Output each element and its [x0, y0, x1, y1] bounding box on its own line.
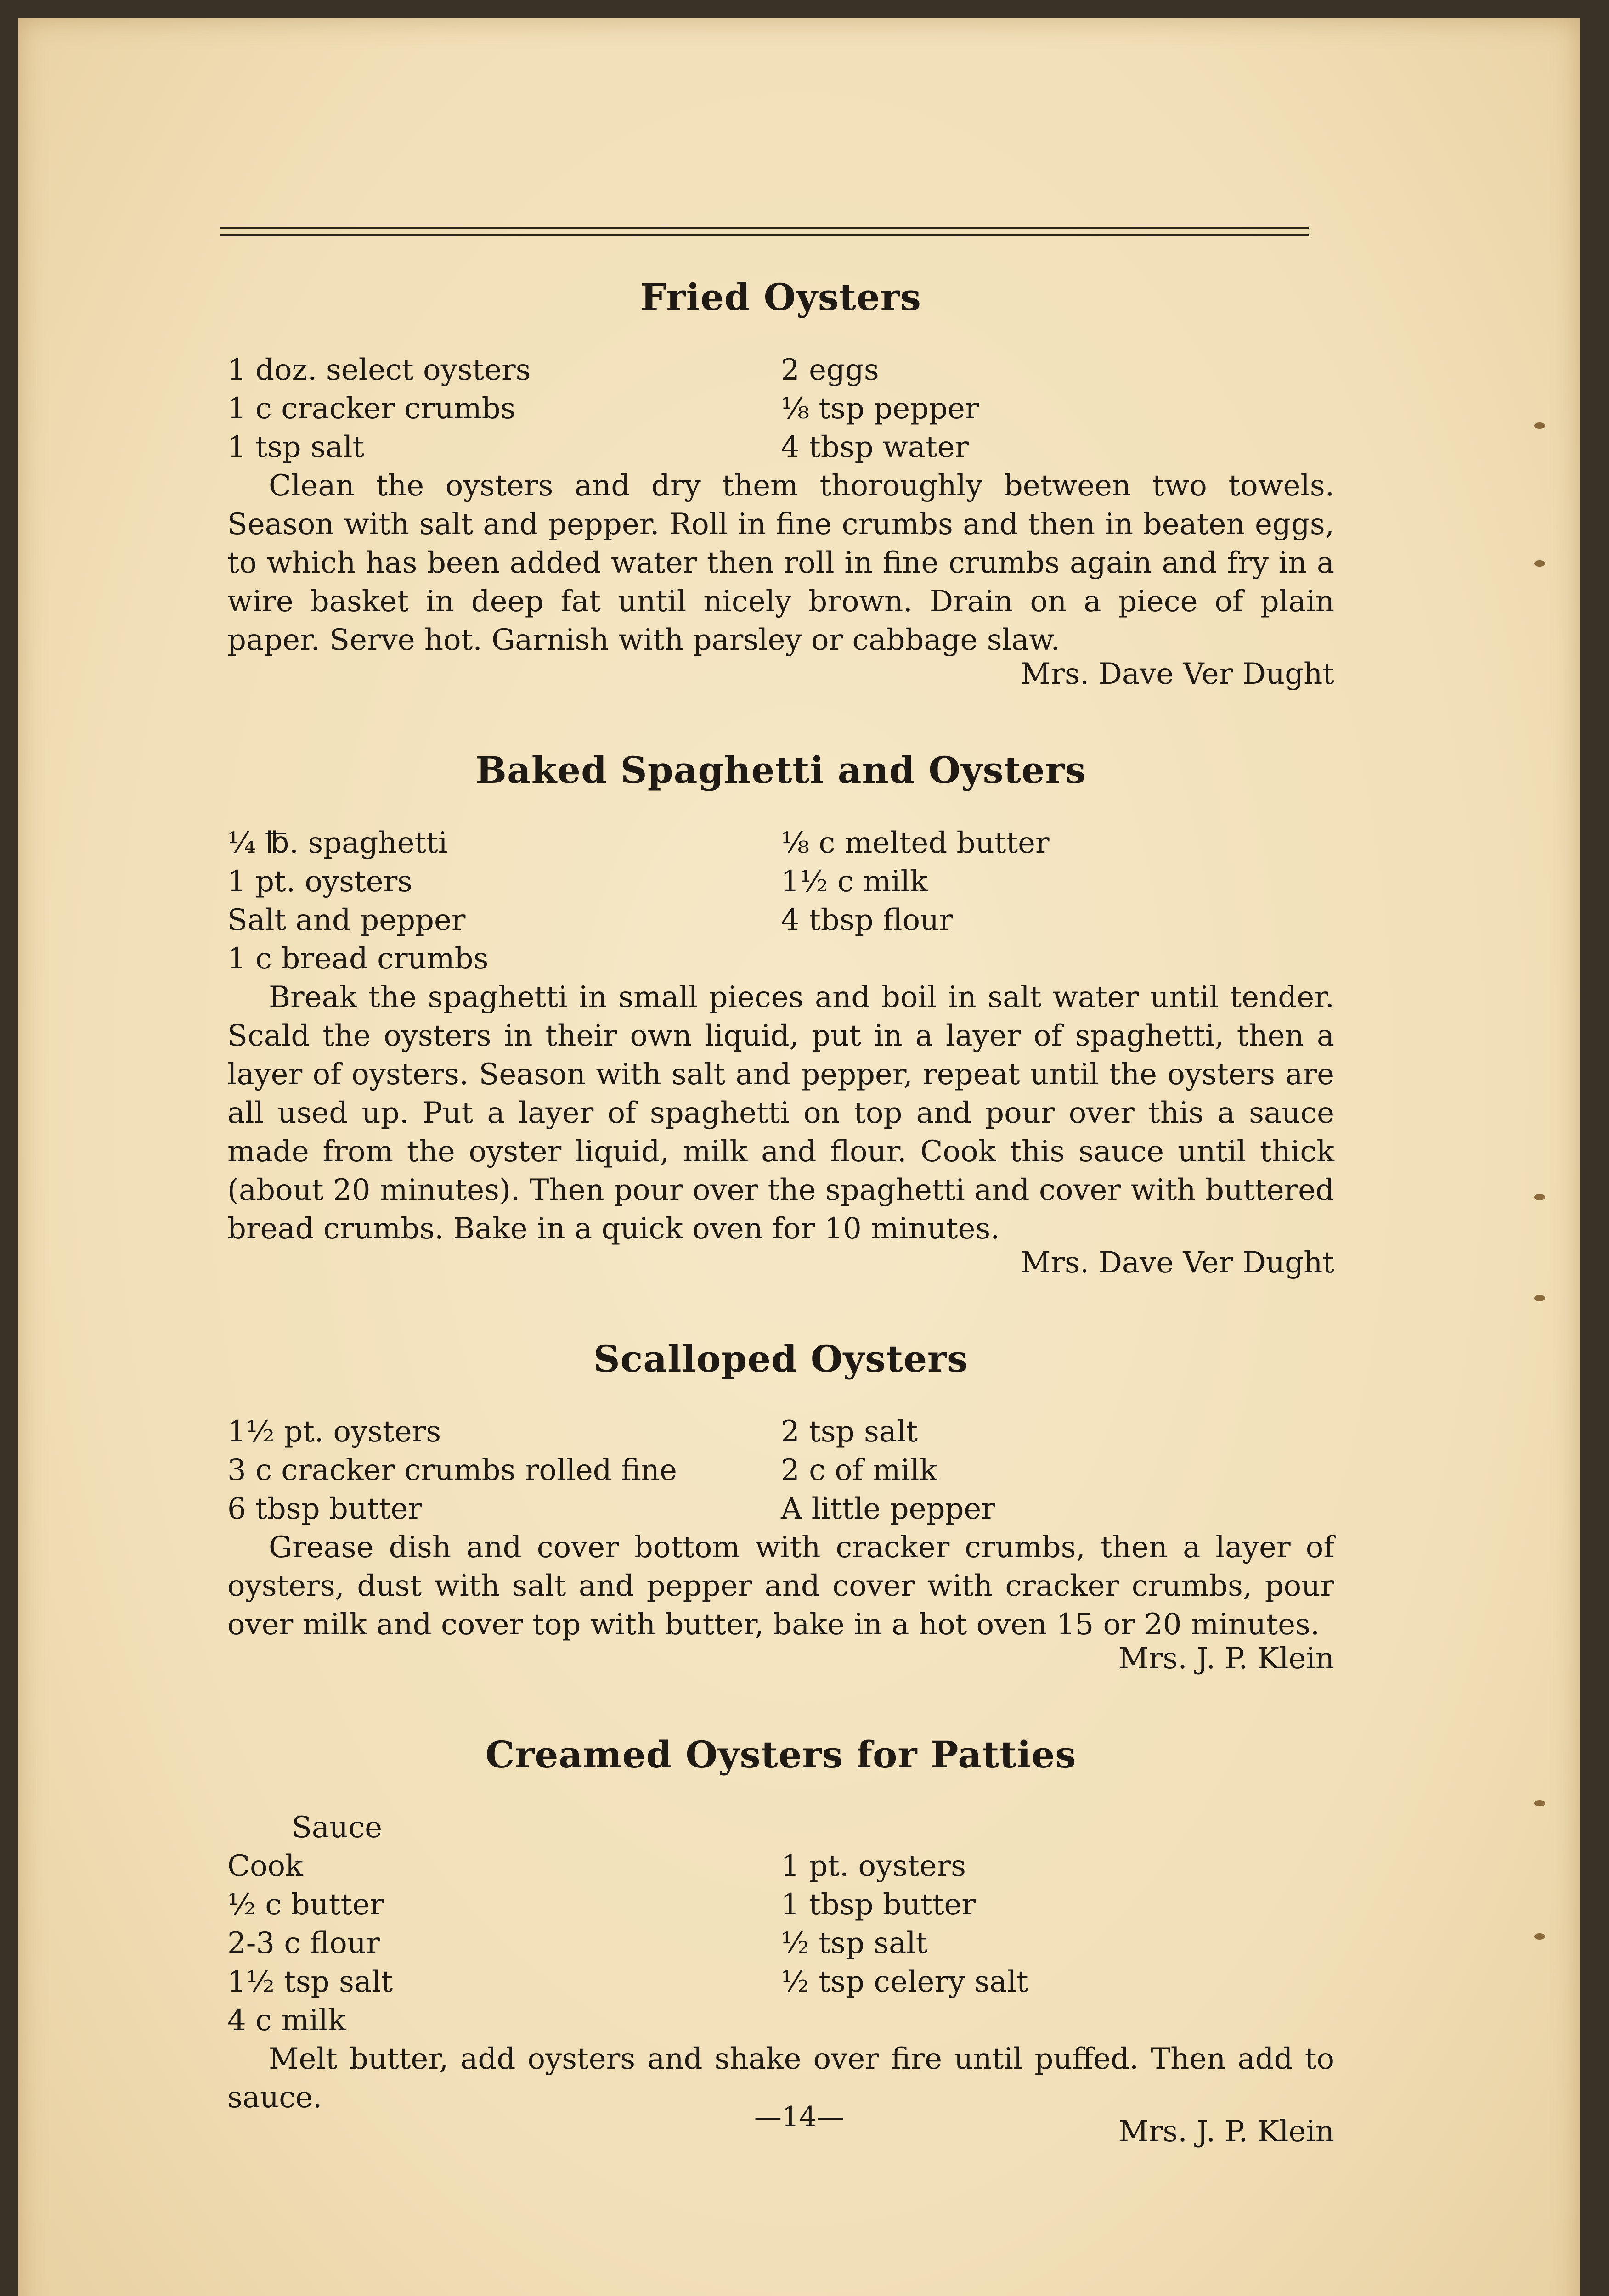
ingredient: 1 pt. oysters: [781, 1849, 966, 1883]
ingredient: ½ tsp celery salt: [781, 1965, 1028, 1999]
ingredient: 6 tbsp butter: [227, 1492, 422, 1526]
ingredient: 4 c milk: [227, 2003, 346, 2037]
punch-hole-mark: [1534, 1194, 1545, 1200]
ingredient: 1 c cracker crumbs: [227, 392, 516, 426]
recipe-author: Mrs. J. P. Klein: [1118, 1642, 1334, 1676]
top-rule-upper: [220, 227, 1309, 229]
ingredient: 1½ tsp salt: [227, 1965, 393, 1999]
ingredients-right: [781, 1808, 1334, 2040]
recipe-author: Mrs. J. P. Klein: [1118, 2115, 1334, 2149]
recipe-author: Mrs. Dave Ver Dught: [1020, 657, 1334, 691]
ingredients-right: [781, 351, 1334, 467]
ingredients-right: [781, 1412, 1334, 1528]
ingredient: ¼ ℔. spaghetti: [227, 826, 448, 860]
recipe-author: Mrs. Dave Ver Dught: [1020, 1246, 1334, 1280]
recipe-title: Baked Spaghetti and Oysters: [475, 748, 1086, 792]
ingredients: [227, 351, 1334, 467]
ingredients: [227, 1808, 1334, 2040]
ingredients-left: [227, 824, 781, 978]
ingredient: 1½ pt. oysters: [227, 1415, 441, 1449]
punch-hole-mark: [1534, 560, 1545, 567]
ingredient: 4 tbsp flour: [781, 903, 953, 937]
sauce-label: Sauce: [292, 1811, 382, 1845]
ingredient: ⅛ tsp pepper: [781, 392, 979, 426]
recipe-instructions: Melt butter, add oysters and shake over fire until puffed. Then add to sauce.: [227, 2042, 1334, 2115]
ingredient: 1½ c milk: [781, 865, 928, 899]
ingredients-right: [781, 824, 1334, 978]
page-number: —14—: [754, 2101, 845, 2133]
recipe-baked-spaghetti-oysters: [227, 748, 1334, 1282]
ingredients: [227, 1412, 1334, 1528]
recipe-instructions: Break the spaghetti in small pieces and boil in salt water until tender. Scald the oysters in their own liquid, put in a layer of spaghetti, then a layer of oysters. Season with salt and pepper, repeat until the oysters are all used up. Put a layer of spaghetti on top and pour over this a sauce made from the oyster liquid, milk and flour. Cook this sauce until thick (about 20 minutes). Then pour over the spaghetti and cover with buttered bread crumbs. Bake in a quick oven for 10 minutes.: [227, 980, 1334, 1246]
ingredient: 1 c bread crumbs: [227, 942, 489, 976]
recipe-fried-oysters: [227, 276, 1334, 693]
ingredient: 2 eggs: [781, 353, 879, 387]
ingredient: 4 tbsp water: [781, 430, 969, 464]
recipe-instructions: Grease dish and cover bottom with cracker crumbs, then a layer of oysters, dust with salt and pepper and cover with cracker crumbs, pour over milk and cover top with butter, bake in a hot oven 15 or 20 minutes.: [227, 1531, 1334, 1642]
top-rule-lower: [220, 234, 1309, 236]
punch-hole-mark: [1534, 422, 1545, 429]
ingredient: A little pepper: [781, 1492, 995, 1526]
ingredient: 3 c cracker crumbs rolled fine: [227, 1453, 677, 1487]
punch-hole-mark: [1534, 1933, 1545, 1940]
ingredient: 1 tsp salt: [227, 430, 365, 464]
ingredient: 1 tbsp butter: [781, 1888, 976, 1922]
recipe-creamed-oysters-patties: [227, 1733, 1334, 2151]
ingredient: ⅛ c melted butter: [781, 826, 1050, 860]
punch-hole-mark: [1534, 1800, 1545, 1806]
ingredients-left: [227, 351, 781, 467]
ingredients: [227, 824, 1334, 978]
recipe-instructions: Clean the oysters and dry them thoroughly between two towels. Season with salt and pepper. Roll in fine crumbs and then in beaten eggs, to which has been added water then roll in fine crumbs again and fry in a wire basket in deep fat until nicely brown. Drain on a piece of plain paper. Serve hot. Garnish with parsley or cabbage slaw.: [227, 469, 1334, 657]
ingredients-left: [227, 1808, 781, 2040]
ingredient: ½ c butter: [227, 1888, 384, 1922]
recipe-scalloped-oysters: [227, 1337, 1334, 1678]
punch-hole-mark: [1534, 1295, 1545, 1301]
recipe-title: Scalloped Oysters: [593, 1337, 969, 1380]
ingredient: 2 c of milk: [781, 1453, 937, 1487]
recipes-content: [227, 276, 1334, 2206]
ingredient: 1 pt. oysters: [227, 865, 412, 899]
cookbook-page: [18, 18, 1580, 2296]
ingredient: 2 tsp salt: [781, 1415, 918, 1449]
ingredient: Cook: [227, 1849, 303, 1883]
ingredient: 2-3 c flour: [227, 1926, 380, 1960]
ingredient: 1 doz. select oysters: [227, 353, 531, 387]
ingredient: ½ tsp salt: [781, 1926, 928, 1960]
recipe-title: Fried Oysters: [640, 276, 921, 319]
recipe-title: Creamed Oysters for Patties: [485, 1733, 1077, 1776]
ingredients-left: [227, 1412, 781, 1528]
ingredient: Salt and pepper: [227, 903, 466, 937]
